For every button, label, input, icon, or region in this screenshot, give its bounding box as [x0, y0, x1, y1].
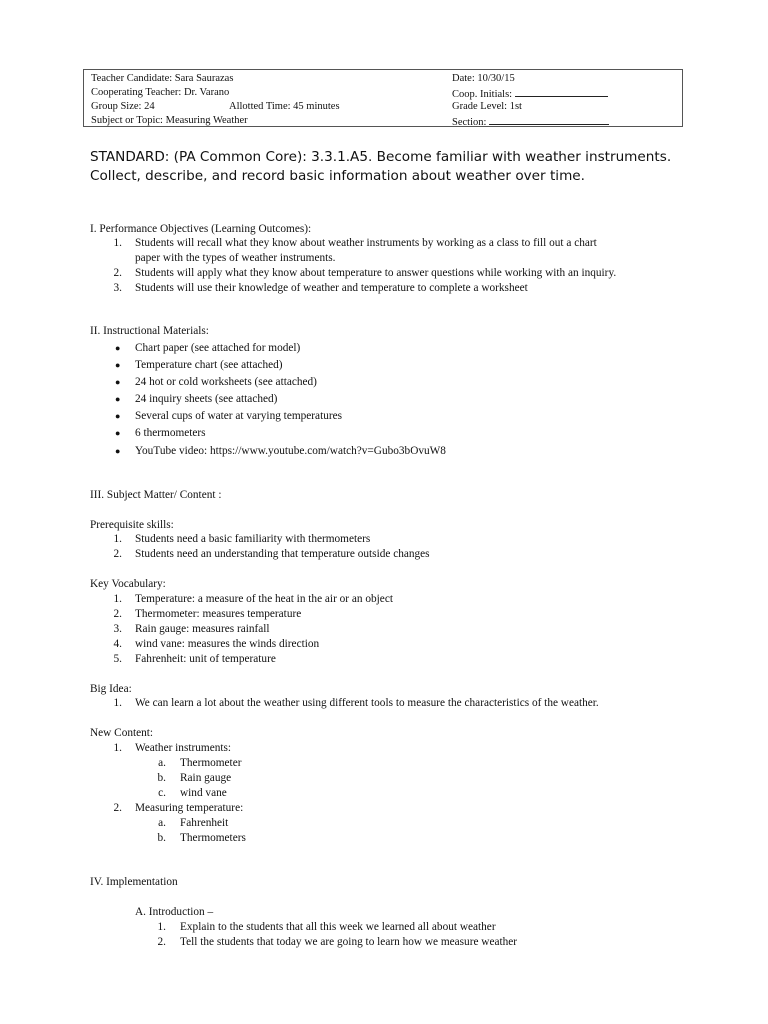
material-item: Chart paper (see attached for model) [135, 342, 301, 354]
standard-statement: STANDARD: (PA Common Core): 3.3.1.A5. Become familiar with weather instruments. Collect, describe, and record basic information about weather over time. [90, 149, 672, 184]
sub-item: Thermometers [180, 832, 246, 844]
sub-letter: a. [158, 817, 166, 829]
sub-item: wind vane [180, 787, 227, 799]
vocab-item: wind vane: measures the winds direction [135, 638, 320, 650]
material-item: 24 hot or cold worksheets (see attached) [135, 376, 317, 388]
material-item: 6 thermometers [135, 427, 206, 439]
material-item: Several cups of water at varying temperatures [135, 410, 343, 422]
section-field [452, 115, 609, 128]
prereq-number: 2. [113, 548, 122, 560]
bigidea-heading: Big Idea: [90, 683, 132, 695]
intro-item: Explain to the students that all this week we learned all about weather [180, 921, 496, 933]
youtube-link[interactable]: YouTube video: https://www.youtube.com/watch?v=Gubo3bOvuW8 [135, 445, 446, 457]
vocab-item: Thermometer: measures temperature [135, 608, 302, 620]
vocab-number: 2. [113, 608, 122, 620]
objective-item: Students will apply what they know about temperature to answer questions while working with an inquiry. [135, 267, 617, 279]
new-content-number: 2. [113, 802, 122, 814]
objective-number: 3. [113, 282, 122, 294]
objectives-heading: I. Performance Objectives (Learning Outcomes): [90, 223, 312, 235]
prereq-item: Students need an understanding that temperature outside changes [135, 548, 430, 560]
vocab-item: Temperature: a measure of the heat in the air or an object [135, 593, 393, 605]
bigidea-item: We can learn a lot about the weather using different tools to measure the characteristics of the weather. [135, 697, 599, 709]
bullet: ● [115, 428, 121, 438]
vocab-number: 3. [113, 623, 122, 635]
bigidea-number: 1. [113, 697, 122, 709]
sub-item: Thermometer [180, 757, 242, 769]
subject-topic: Subject or Topic: Measuring Weather [91, 115, 248, 126]
bullet: ● [115, 411, 121, 421]
implementation-heading: IV. Implementation [90, 876, 178, 888]
sub-item: Rain gauge [180, 772, 232, 784]
sub-letter: b. [157, 832, 166, 844]
intro-number: 2. [157, 936, 166, 948]
prereq-number: 1. [113, 533, 122, 545]
grade-level: Grade Level: 1st [452, 101, 522, 112]
new-content-item: Measuring temperature: [135, 802, 244, 814]
coop-initials-label: Coop. Initials: [452, 89, 513, 100]
allotted-time: Allotted Time: 45 minutes [229, 101, 340, 112]
section-label: Section: [452, 117, 487, 128]
new-content-heading: New Content: [90, 727, 154, 739]
sub-letter: a. [158, 757, 166, 769]
vocab-heading: Key Vocabulary: [90, 578, 166, 590]
bullet: ● [115, 343, 121, 353]
material-item: 24 inquiry sheets (see attached) [135, 393, 278, 405]
material-item: Temperature chart (see attached) [135, 359, 283, 371]
new-content-item: Weather instruments: [135, 742, 232, 754]
bullet: ● [115, 377, 121, 387]
bullet: ● [115, 394, 121, 404]
bullet: ● [115, 360, 121, 370]
intro-number: 1. [157, 921, 166, 933]
vocab-item: Fahrenheit: unit of temperature [135, 653, 276, 665]
objective-item: Students will use their knowledge of weather and temperature to complete a worksheet [135, 282, 528, 294]
section-line [489, 115, 609, 125]
objective-number: 2. [113, 267, 122, 279]
sub-letter: c. [158, 787, 166, 799]
lesson-date: Date: 10/30/15 [452, 73, 515, 84]
introduction-heading: A. Introduction – [135, 906, 214, 918]
vocab-item: Rain gauge: measures rainfall [135, 623, 270, 635]
prereq-heading: Prerequisite skills: [90, 519, 174, 531]
content-heading: III. Subject Matter/ Content : [90, 489, 222, 501]
intro-item: Tell the students that today we are going to learn how we measure weather [180, 936, 518, 948]
sub-letter: b. [157, 772, 166, 784]
new-content-number: 1. [113, 742, 122, 754]
teacher-candidate: Teacher Candidate: Sara Saurazas [91, 73, 234, 84]
vocab-number: 5. [113, 653, 122, 665]
objective-number: 1. [113, 237, 122, 249]
bullet: ● [115, 446, 121, 456]
cooperating-teacher: Cooperating Teacher: Dr. Varano [91, 87, 230, 98]
vocab-number: 4. [113, 638, 122, 650]
materials-heading: II. Instructional Materials: [90, 325, 209, 337]
objective-item: Students will recall what they know about weather instruments by working as a class to fill out a chart [135, 237, 597, 249]
objective-item-continued: paper with the types of weather instruments. [135, 252, 336, 264]
coop-initials-line [515, 87, 608, 97]
coop-initials-field [452, 87, 608, 100]
sub-item: Fahrenheit [180, 817, 229, 829]
vocab-number: 1. [113, 593, 122, 605]
group-size: Group Size: 24 [91, 101, 155, 112]
lesson-header-box [83, 69, 683, 127]
prereq-item: Students need a basic familiarity with thermometers [135, 533, 371, 545]
